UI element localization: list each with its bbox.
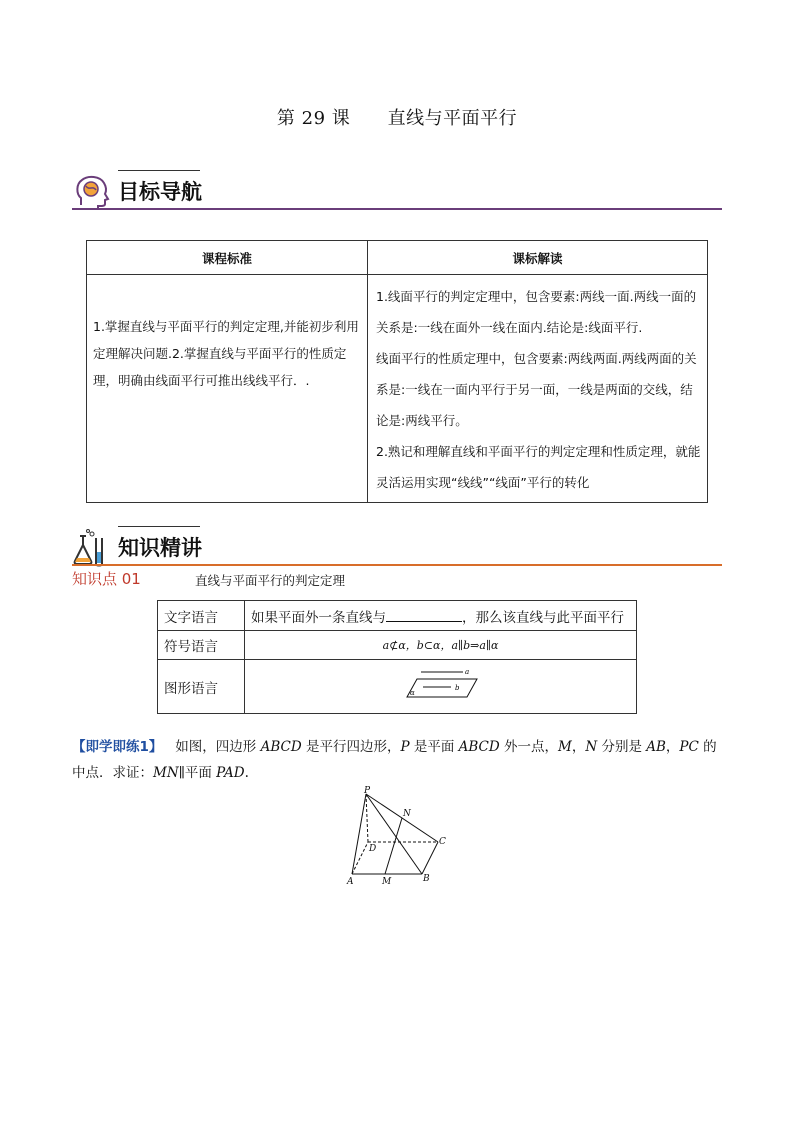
standard-text: 1.掌握直线与平面平行的判定定理,并能初步利用定理解决问题.2.掌握直线与平面平行的性质定理，明确由线面平行可推出线线平行．. [87, 275, 368, 503]
exercise-text: . [244, 765, 249, 781]
table-row [87, 275, 708, 503]
exercise-tag: 【即学即练1】 [72, 739, 163, 755]
table-header-row [87, 241, 708, 275]
math-var: PAD [216, 765, 245, 781]
vertex-label-B: B [423, 874, 430, 884]
section-top-rule [118, 526, 200, 527]
label-a: a [464, 667, 469, 676]
vertex-label-D: D [369, 844, 377, 854]
verbal-statement [245, 601, 637, 631]
exercise-text: ， [665, 739, 680, 755]
section-header-knowledge [72, 526, 722, 578]
edge-PA [352, 794, 366, 874]
statement-pre: 如果平面外一条直线与 [251, 609, 386, 626]
pyramid-figure [340, 786, 460, 890]
header-course-standard: 课程标准 [87, 241, 368, 275]
table-row [158, 601, 637, 631]
exercise-text: 外一点， [499, 739, 559, 755]
exercise-text: 的中点．求证： [72, 739, 717, 781]
theorem-language-table [157, 600, 637, 714]
vertex-label-C: C [439, 837, 446, 847]
standards-table [86, 240, 708, 503]
statement-post: ，那么该直线与此平面平行 [462, 609, 624, 626]
exercise-text: 分别是 [597, 739, 647, 755]
vertex-label-A: A [347, 877, 354, 887]
label-b: b [454, 683, 459, 692]
math-var: P [400, 739, 410, 755]
row-label: 文字语言 [158, 601, 245, 631]
row-label: 符号语言 [158, 631, 245, 660]
edge-BC [422, 842, 438, 874]
math-var: M [558, 739, 572, 755]
section-label: 目标导航 [118, 180, 202, 204]
row-label: 图形语言 [158, 660, 245, 714]
section-header-goals [72, 170, 722, 222]
math-var: ABCD [260, 739, 302, 755]
interpretation-para: 1.线面平行的判定定理中，包含要素:两线一面.两线一面的关系是:一线在面外一线在面内.结论是:线面平行. [376, 289, 697, 335]
symbolic-statement: a⊄α，b⊂α，a∥b⇒a∥α [245, 631, 637, 660]
exercise-text: ∥平面 [178, 765, 217, 781]
math-var: ABCD [458, 739, 500, 755]
section-underline [72, 564, 722, 566]
vertex-label-P: P [364, 786, 371, 796]
math-var: AB [646, 739, 666, 755]
section-top-rule [118, 170, 200, 171]
exercise-text: 是平面 [409, 739, 459, 755]
vertex-label-M: M [382, 877, 392, 887]
plane-parallel-figure [401, 667, 481, 703]
table-row [158, 660, 637, 714]
edge-PB [366, 794, 422, 874]
page-title: 第 29 课 直线与平面平行 [276, 108, 518, 129]
header-standard-interpretation: 课标解读 [368, 241, 708, 275]
figure-cell [245, 660, 637, 714]
math-var: N [585, 739, 598, 755]
flask-icon [72, 528, 112, 568]
section-label: 知识精讲 [118, 536, 202, 560]
math-var: PC [679, 739, 699, 755]
plane-alpha [407, 679, 477, 697]
exercise-text: ， [571, 739, 586, 755]
label-alpha: α [409, 688, 415, 697]
section-underline [72, 208, 722, 210]
edge-PD [366, 794, 368, 842]
interpretation-para: 线面平行的性质定理中，包含要素:两线两面.两线两面的关系是:一线在一面内平行于另一面，一线是两面的交线，结论是:两线平行。 [376, 351, 697, 428]
exercise-text: 如图，四边形 [175, 739, 261, 755]
vertex-label-N: N [403, 809, 411, 819]
interpretation-cell [368, 275, 708, 503]
segment-MN [385, 818, 402, 874]
math-var: MN [153, 765, 179, 781]
knowledge-point-title: 直线与平面平行的判定定理 [195, 573, 346, 588]
interpretation-para: 2.熟记和理解直线和平面平行的判定定理和性质定理，就能灵活运用实现“线线”“线面”平行的转化 [376, 444, 701, 490]
exercise-text: 是平行四边形， [301, 739, 401, 755]
table-row [158, 631, 637, 660]
knowledge-point-label: 知识点 01 [72, 570, 141, 588]
brain-head-icon [72, 172, 112, 212]
exercise-paragraph [72, 734, 724, 786]
fill-blank [386, 609, 462, 622]
